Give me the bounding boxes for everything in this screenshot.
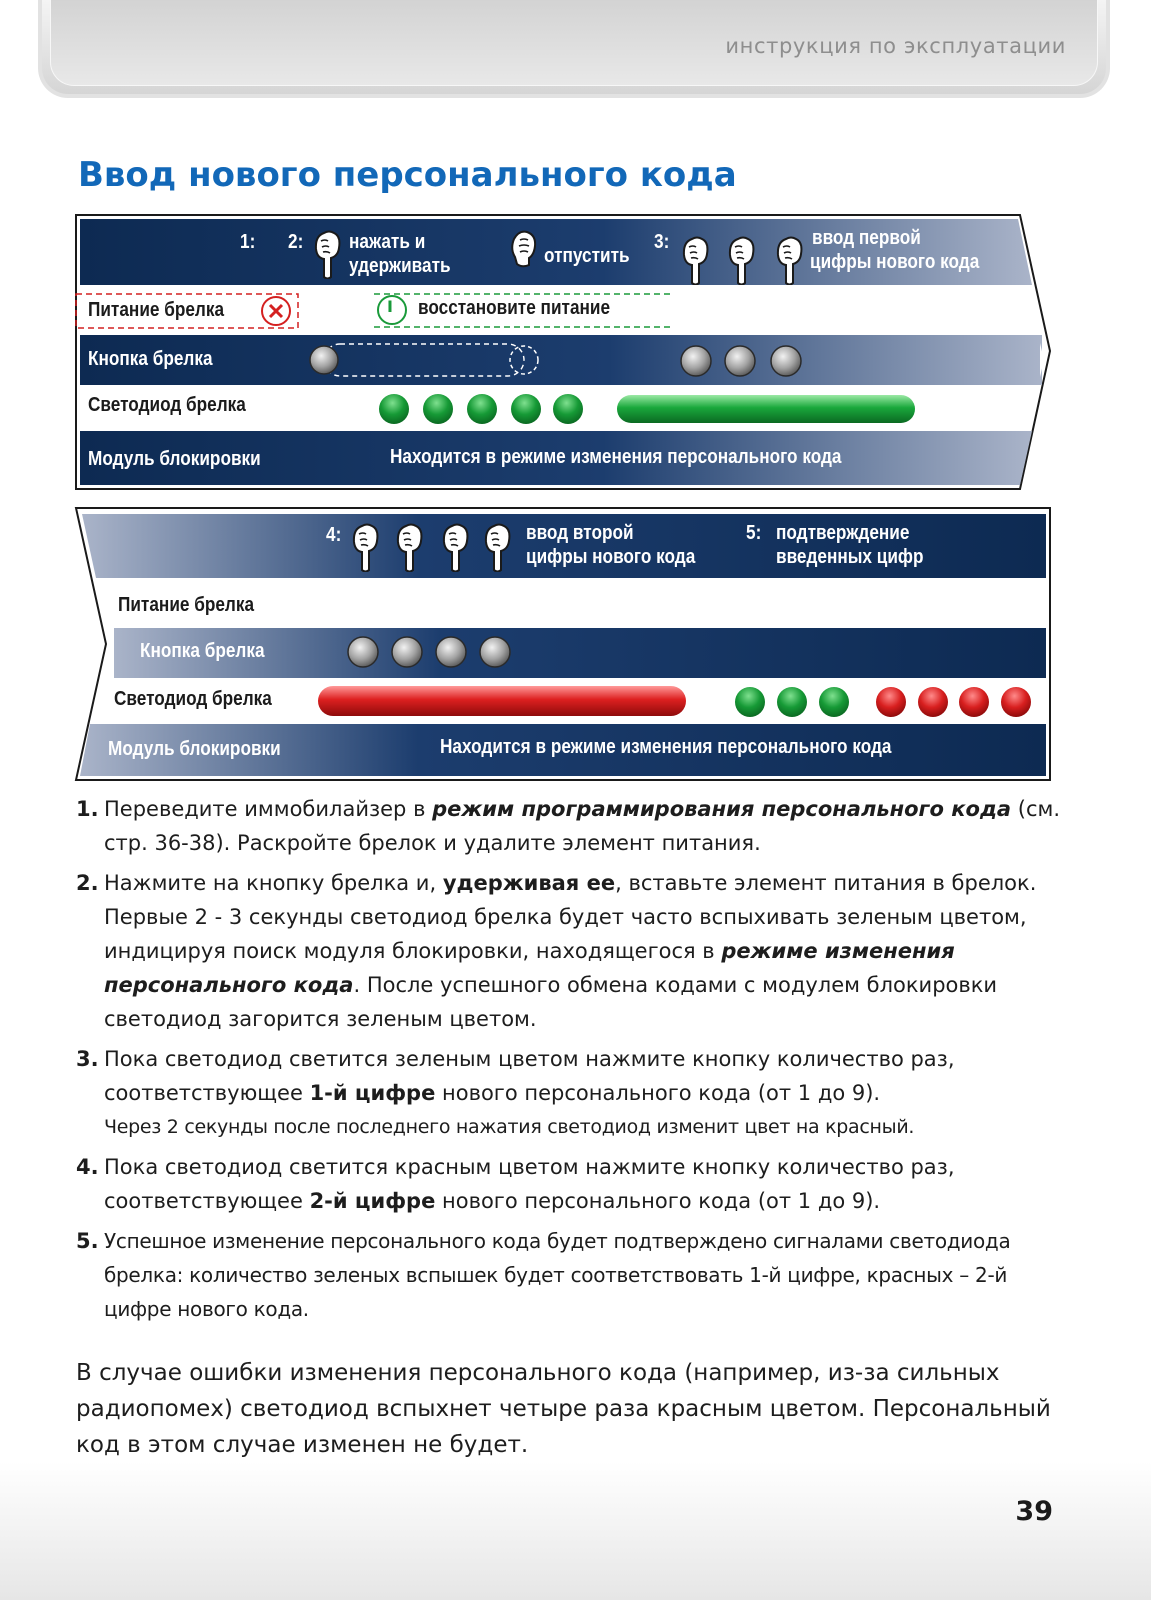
button-press — [436, 637, 466, 667]
step-text: Успешное изменение персонального кода будет подтверждено сигналами светодиода брелка: количество зеленых вспышек будет соответствовать 1-й цифре, красных – 2-й цифре нового кода. — [104, 1229, 1011, 1321]
hand-press-icon — [440, 520, 470, 572]
led-green-confirm — [777, 687, 807, 717]
row-label-led: Светодиод брелка — [88, 394, 246, 416]
confirm-line-1: подтверждение — [776, 522, 910, 544]
led-red-steady — [318, 686, 686, 716]
led-green-flash — [553, 394, 583, 424]
button-press — [681, 346, 711, 376]
led-red-confirm — [959, 687, 989, 717]
button-press — [348, 637, 378, 667]
step-text: Пока светодиод светится красным цветом нажмите кнопку количество раз, соответствующее 2-й цифре нового персонального кода (от 1 до 9). — [104, 1155, 955, 1213]
button-row-band — [80, 335, 1042, 385]
led-green-flash — [423, 394, 453, 424]
button-press — [480, 637, 510, 667]
second-digit-line-2: цифры нового кода — [526, 546, 696, 568]
button-press — [725, 346, 755, 376]
page-number: 39 — [1015, 1496, 1053, 1527]
row-label-led: Светодиод брелка — [114, 688, 272, 710]
press-hold-line-1: нажать и — [349, 231, 426, 253]
row-label-power: Питание брелка — [118, 594, 255, 616]
step-3-label: 3: — [654, 231, 670, 253]
restore-power-label: восстановите питание — [418, 297, 611, 319]
led-green-confirm — [819, 687, 849, 717]
button-press — [392, 637, 422, 667]
confirm-line-2: введенных цифр — [776, 546, 924, 568]
step-item — [76, 866, 1076, 1036]
step-text: Нажмите на кнопку брелка и, удерживая ее, вставьте элемент питания в брелок. Первые 2 - 3 секунды светодиод брелка будет часто вспыхивать зеленым цветом, индицируя поиск модуля блокировки, находящегося в режиме изменения персонального кода. После успешного обмена кодами с модулем блокировки светодиод загорится зеленым цветом. — [104, 871, 1037, 1031]
release-label: отпустить — [544, 245, 630, 267]
led-green-flash — [467, 394, 497, 424]
page-title: Ввод нового персонального кода — [78, 155, 737, 195]
module-state-label: Находится в режиме изменения персонального кода — [390, 446, 842, 468]
led-red-confirm — [876, 687, 906, 717]
step-number: 2. — [76, 871, 99, 895]
hand-press-icon — [680, 233, 710, 285]
step-item — [76, 792, 1076, 860]
row-label-module: Модуль блокировки — [88, 448, 261, 470]
press-hold-line-2: удерживать — [349, 255, 451, 277]
led-green-flash — [379, 394, 409, 424]
hand-press-icon — [482, 520, 512, 572]
step-text-extra: Через 2 секунды после последнего нажатия светодиод изменит цвет на красный. — [104, 1116, 915, 1138]
timing-diagram-2 — [74, 506, 1054, 784]
first-digit-line-1: ввод первой — [812, 227, 921, 249]
hand-press-icon — [726, 233, 756, 285]
row-label-power: Питание брелка — [88, 299, 225, 321]
hand-press-icon — [394, 520, 424, 572]
step-number: 1. — [76, 797, 99, 821]
led-green-confirm — [735, 687, 765, 717]
step-text: Пока светодиод светится зеленым цветом нажмите кнопку количество раз, соответствующее 1-й цифре нового персонального кода (от 1 до 9). — [104, 1047, 955, 1105]
led-green-flash — [511, 394, 541, 424]
error-note: В случае ошибки изменения персонального кода (например, из-за сильных радиопомех) светодиод вспыхнет четыре раза красным цветом. Персональный код в этом случае изменен не будет. — [76, 1360, 1051, 1458]
row-label-button: Кнопка брелка — [140, 640, 265, 662]
step-number: 5. — [76, 1229, 99, 1253]
module-state-label: Находится в режиме изменения персонального кода — [440, 736, 892, 758]
header-bar — [38, 0, 1110, 98]
led-red-confirm — [1001, 687, 1031, 717]
step-item — [76, 1042, 1076, 1144]
button-press — [771, 346, 801, 376]
step-2-label: 2: — [288, 231, 304, 253]
header-text: инструкция по эксплуатации — [725, 34, 1066, 58]
hand-press-icon — [312, 227, 342, 279]
step-text: Переведите иммобилайзер в режим программирования персонального кода (см. стр. 36-38). Раскройте брелок и удалите элемент питания. — [104, 797, 1061, 855]
hand-press-icon — [774, 233, 804, 285]
step-1-label: 1: — [240, 231, 256, 253]
step-4-label: 4: — [326, 524, 342, 546]
hand-press-icon — [350, 520, 380, 572]
footer-band — [0, 1462, 1151, 1600]
first-digit-line-2: цифры нового кода — [810, 251, 980, 273]
instruction-steps — [76, 792, 1076, 1332]
step-item — [76, 1150, 1076, 1218]
led-red-confirm — [918, 687, 948, 717]
row-label-module: Модуль блокировки — [108, 738, 281, 760]
hand-release-icon — [508, 227, 538, 279]
step-number: 3. — [76, 1047, 99, 1071]
timing-diagram-1 — [74, 213, 1054, 493]
power-on-symbol: I — [387, 297, 393, 316]
step-5-label: 5: — [746, 522, 762, 544]
led-green-steady — [617, 395, 915, 423]
second-digit-line-1: ввод второй — [526, 522, 634, 544]
row-label-button: Кнопка брелка — [88, 348, 213, 370]
step-item — [76, 1224, 1076, 1326]
button-press — [310, 346, 338, 374]
step-number: 4. — [76, 1155, 99, 1179]
